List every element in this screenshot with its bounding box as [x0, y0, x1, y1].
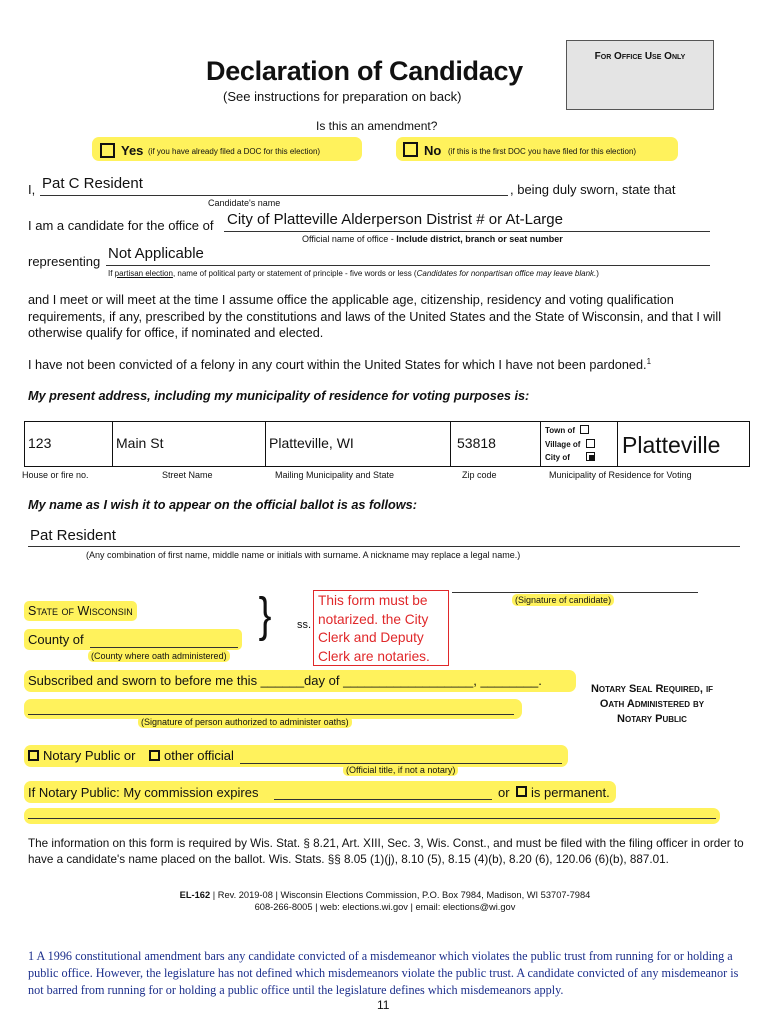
village-checkbox[interactable]	[586, 439, 595, 448]
notary-official-line[interactable]	[24, 745, 568, 767]
office-caption	[302, 234, 563, 244]
page-subtitle: (See instructions for preparation on back)	[223, 89, 462, 104]
divider	[265, 422, 266, 466]
other-official-checkbox[interactable]	[149, 750, 160, 761]
commission-field[interactable]	[274, 785, 492, 800]
notarize-note-box	[313, 590, 449, 666]
amendment-no[interactable]	[396, 137, 678, 161]
ballot-heading: My name as I wish it to appear on the official ballot is as follows:	[28, 498, 417, 512]
page-number: 11	[377, 998, 390, 1012]
county-caption: (County where oath administered)	[88, 650, 230, 662]
no-label: No	[424, 143, 442, 158]
city-option[interactable]	[545, 451, 595, 465]
felony-sup: 1	[646, 357, 652, 366]
permanent-label: is permanent.	[531, 785, 610, 800]
village-label: Village of	[545, 439, 581, 449]
no-note: (if this is the first DOC you have filed for this election)	[448, 147, 637, 156]
footnote	[28, 948, 750, 999]
notary-seal-note: Notary Seal Required, if Oath Administered by Notary Public	[590, 683, 714, 725]
representing-value: Not Applicable	[108, 245, 204, 262]
candidate-name-value: Pat C Resident	[42, 175, 143, 192]
footnote-text: A 1996 constitutional amendment bars any candidate convicted of a misdemeanor which violates the public trust from running for or holding a public office. However, the legislature has not defined which misdemeanors violate the public trust. A candidate convicted of any misdemeanor is not barred from running for or holding a public office until the legislature defines which misdemeanors apply.	[28, 949, 739, 997]
form-number: EL-162	[179, 890, 211, 900]
notary-public-checkbox[interactable]	[28, 750, 39, 761]
representing-prefix: representing	[28, 254, 101, 269]
office-value: City of Platteville Alderperson Distrist # or At-Large	[227, 211, 563, 228]
village-option[interactable]	[545, 438, 595, 452]
rep-caption-b: , name of political party or statement of principle - five words or less (	[172, 269, 417, 278]
state-label: State of Wisconsin	[24, 601, 137, 621]
divider	[450, 422, 451, 466]
footer-line2: 608-266-8005 | web: elections.wi.gov | email: elections@wi.gov	[254, 902, 516, 912]
address-heading: My present address, including my municipality of residence for voting purposes is:	[28, 389, 530, 403]
qualify-paragraph: and I meet or will meet at the time I assume office the applicable age, citizenship, residency and voting qualification requirements, if any, prescribed by the constitutions and laws of the United States and the State of Wisconsin, and that I will otherwise qualify for office, if nominated and elected.	[28, 293, 722, 340]
city-label: City of	[545, 453, 570, 462]
extra-blank-line[interactable]	[24, 808, 720, 824]
yes-note: (if you have already filed a DOC for this election)	[148, 147, 321, 156]
divider	[617, 422, 618, 466]
footer	[0, 889, 770, 913]
ballot-heading-text: My name as I wish it to appear on the official ballot is as follows	[28, 498, 413, 512]
cap-zip: Zip code	[462, 470, 497, 480]
amendment-question: Is this an amendment?	[316, 119, 438, 133]
legal-info: The information on this form is required by Wis. Stat. § 8.21, Art. XIII, Sec. 3, Wis. Const., and must be filed with the filing officer in order to have a candidate's name placed on the ballot. Wis. Stats. §§ 8.05 (1)(j), 8.10 (5), 8.15 (4)(b), 8.20 (6), 120.06 (6)(b), 887.01.	[28, 837, 744, 866]
ballot-name-field[interactable]	[28, 527, 740, 547]
footnote-number: 1	[28, 949, 35, 963]
other-official-label: other official	[164, 748, 234, 763]
officer-signature-caption: (Signature of person authorized to administer oaths)	[138, 716, 352, 728]
cap-house: House or fire no.	[22, 470, 89, 480]
cap-muni: Municipality of Residence for Voting	[549, 470, 692, 480]
permanent-checkbox[interactable]	[516, 786, 527, 797]
office-field[interactable]	[224, 211, 710, 232]
town-checkbox[interactable]	[580, 425, 589, 434]
notary-public-label: Notary Public or	[43, 748, 136, 763]
candidate-name-field[interactable]	[40, 175, 508, 196]
officer-signature-field[interactable]	[28, 704, 514, 715]
county-label: County of	[28, 632, 84, 647]
page-title: Declaration of Candidacy	[206, 56, 523, 86]
town-label: Town of	[545, 426, 576, 435]
candidate-signature-caption: (Signature of candidate)	[512, 594, 614, 606]
office-prefix: I am a candidate for the office of	[28, 218, 214, 233]
representing-field[interactable]	[106, 245, 710, 266]
muni-type-group	[545, 424, 595, 465]
town-option[interactable]	[545, 424, 595, 438]
footer-line1	[0, 889, 770, 901]
footer-line1-text: | Rev. 2019-08 | Wisconsin Elections Commission, P.O. Box 7984, Madison, WI 53707-7984	[210, 890, 591, 900]
yes-label: Yes	[121, 143, 144, 158]
felony-text: I have not been convicted of a felony in any court within the United States for which I have not been pardoned.	[28, 358, 647, 373]
notarize-note: This form must be notarized. the City Clerk and Deputy Clerk are notaries.	[318, 593, 430, 664]
city-check-mark	[589, 455, 594, 460]
county-field[interactable]	[90, 633, 238, 648]
ss-label: ss.	[297, 619, 312, 631]
office-caption-a: Official name of office -	[302, 234, 397, 244]
commission-line[interactable]	[24, 781, 616, 803]
rep-caption-a: If	[108, 269, 115, 278]
address-table	[24, 421, 750, 467]
divider	[112, 422, 113, 466]
ballot-name-value: Pat Resident	[30, 527, 116, 544]
extra-blank-field[interactable]	[28, 810, 716, 819]
or-label: or	[498, 785, 510, 800]
cap-street: Street Name	[162, 470, 213, 480]
yes-checkbox[interactable]	[100, 143, 115, 158]
candidate-prefix: I,	[28, 182, 36, 197]
no-checkbox[interactable]	[403, 142, 418, 157]
cap-mailing: Mailing Municipality and State	[275, 470, 395, 480]
zip-code-field[interactable]: 53818	[457, 435, 496, 451]
address-heading-text: My present address, including my municipality of residence for voting purposes is	[28, 389, 526, 403]
municipality-field[interactable]: Platteville	[622, 432, 721, 458]
office-caption-b: Include district, branch or seat number	[396, 234, 563, 244]
subscribed-line[interactable]: Subscribed and sworn to before me this ______day of __________________, ________.	[24, 670, 576, 692]
office-use-box	[566, 40, 714, 110]
county-line[interactable]	[24, 629, 242, 650]
brace: }	[258, 589, 272, 642]
official-title-caption: (Official title, if not a notary)	[343, 764, 458, 776]
office-use-label: For Office Use Only	[594, 51, 686, 62]
felony-statement	[28, 357, 651, 372]
city-checkbox[interactable]	[586, 452, 595, 461]
house-number-field[interactable]: 123	[28, 435, 52, 451]
divider	[540, 422, 541, 466]
mailing-municipality-field[interactable]: Platteville, WI	[269, 435, 354, 451]
representing-caption	[108, 269, 599, 278]
ballot-caption: (Any combination of first name, middle name or initials with surname. A nickname may replace a legal name.)	[86, 550, 521, 560]
amendment-yes[interactable]	[92, 137, 362, 161]
street-name-field[interactable]: Main St	[116, 435, 164, 451]
official-title-field[interactable]	[240, 749, 562, 764]
candidate-signature-line[interactable]	[452, 578, 698, 593]
candidate-name-caption: Candidate's name	[208, 198, 281, 208]
candidate-suffix: , being duly sworn, state that	[510, 182, 676, 197]
rep-caption-d: )	[596, 269, 599, 278]
commission-label: If Notary Public: My commission expires	[28, 785, 259, 800]
rep-caption-c: Candidates for nonpartisan office may leave blank.	[416, 269, 597, 278]
rep-caption-link: partisan election	[114, 269, 173, 278]
